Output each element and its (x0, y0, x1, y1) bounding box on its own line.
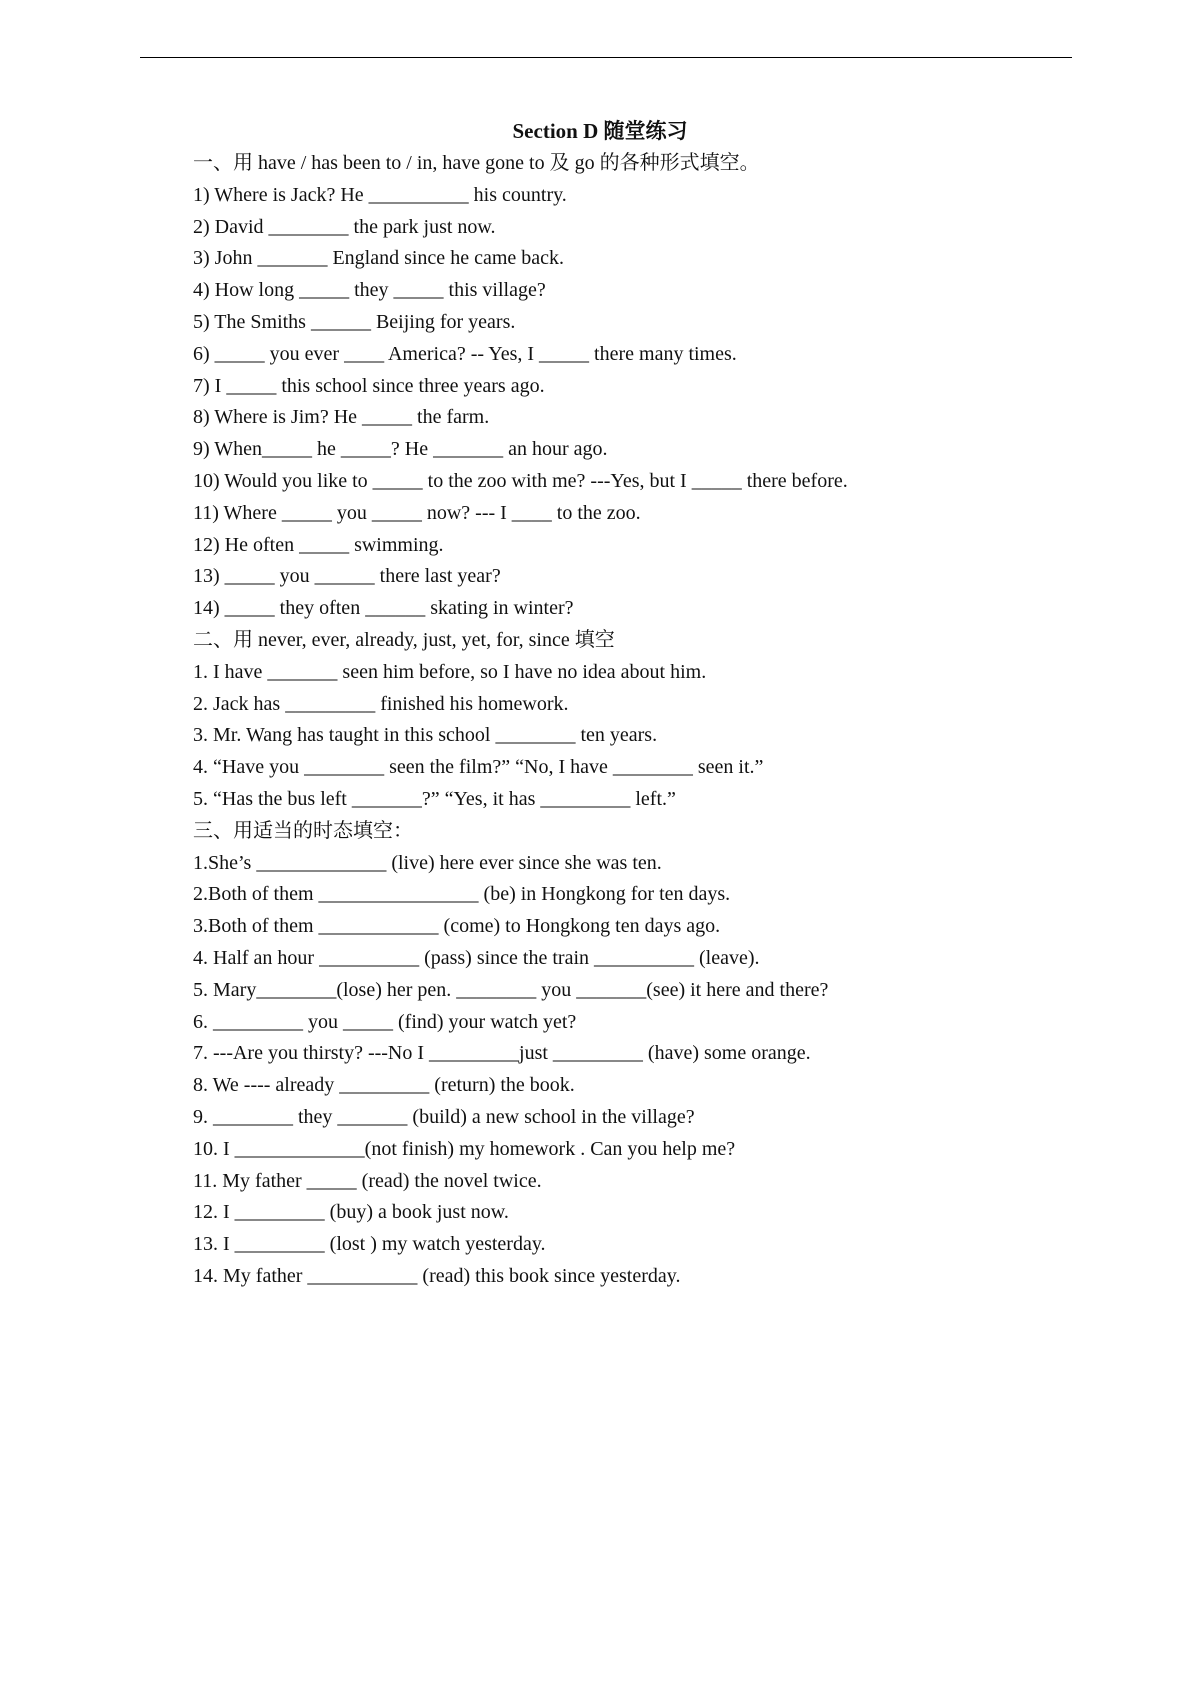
exercise-line: 4) How long _____ they _____ this village? (193, 279, 546, 302)
exercise-line: 1.She’s _____________ (live) here ever since she was ten. (193, 851, 662, 874)
exercise-line: 3.Both of them ____________ (come) to Hongkong ten days ago. (193, 915, 721, 938)
exercise-line: 6. _________ you _____ (find) your watch yet? (193, 1010, 577, 1033)
exercise-line: 13) _____ you ______ there last year? (193, 565, 501, 588)
section-1-heading: 一、用 have / has been to / in, have gone to 及 go 的各种形式填空。 (193, 152, 760, 174)
exercise-line: 1. I have _______ seen him before, so I have no idea about him. (193, 660, 707, 683)
exercise-line: 11) Where _____ you _____ now? --- I ____ to the zoo. (193, 501, 641, 524)
exercise-line: 3. Mr. Wang has taught in this school ________ ten years. (193, 724, 658, 747)
exercise-line: 8. We ---- already _________ (return) the book. (193, 1074, 575, 1097)
exercise-line: 10) Would you like to _____ to the zoo with me? ---Yes, but I _____ there before. (193, 469, 848, 492)
exercise-line: 4. Half an hour __________ (pass) since the train __________ (leave). (193, 946, 760, 969)
exercise-line: 5. Mary________(lose) her pen. ________ you _______(see) it here and there? (193, 978, 829, 1001)
exercise-line: 2.Both of them ________________ (be) in Hongkong for ten days. (193, 883, 731, 906)
exercise-line: 8) Where is Jim? He _____ the farm. (193, 406, 490, 429)
section-2-heading: 二、用 never, ever, already, just, yet, for, since 填空 (193, 628, 615, 651)
exercise-line: 5) The Smiths ______ Beijing for years. (193, 310, 516, 333)
exercise-line: 9. ________ they _______ (build) a new school in the village? (193, 1105, 695, 1128)
exercise-line: 9) When_____ he _____? He _______ an hour ago. (193, 438, 608, 461)
exercise-line: 1) Where is Jack? He __________ his country. (193, 183, 567, 206)
exercise-line: 11. My father _____ (read) the novel twice. (193, 1169, 542, 1192)
exercise-line: 4. “Have you ________ seen the film?” “No, I have ________ seen it.” (193, 756, 764, 779)
exercise-line: 7. ---Are you thirsty? ---No I _________just _________ (have) some orange. (193, 1042, 811, 1065)
exercise-line: 14) _____ they often ______ skating in winter? (193, 597, 574, 620)
exercise-line: 2) David ________ the park just now. (193, 215, 496, 238)
exercise-line: 12. I _________ (buy) a book just now. (193, 1201, 509, 1224)
exercise-line: 14. My father ___________ (read) this book since yesterday. (193, 1264, 681, 1287)
header-rule (140, 57, 1072, 58)
exercise-line: 13. I _________ (lost ) my watch yesterday. (193, 1233, 546, 1256)
exercise-line: 3) John _______ England since he came back. (193, 247, 565, 270)
page-title: Section D 随堂练习 (512, 119, 688, 143)
exercise-line: 10. I _____________(not finish) my homework . Can you help me? (193, 1137, 736, 1160)
exercise-line: 5. “Has the bus left _______?” “Yes, it has _________ left.” (193, 787, 676, 810)
exercise-line: 12) He often _____ swimming. (193, 533, 444, 556)
exercise-line: 6) _____ you ever ____ America? -- Yes, I _____ there many times. (193, 342, 737, 365)
exercise-line: 2. Jack has _________ finished his homework. (193, 692, 569, 715)
exercise-content (193, 148, 1093, 1293)
exercise-line: 7) I _____ this school since three years ago. (193, 374, 545, 397)
section-3-heading: 三、用适当的时态填空： (193, 819, 413, 842)
